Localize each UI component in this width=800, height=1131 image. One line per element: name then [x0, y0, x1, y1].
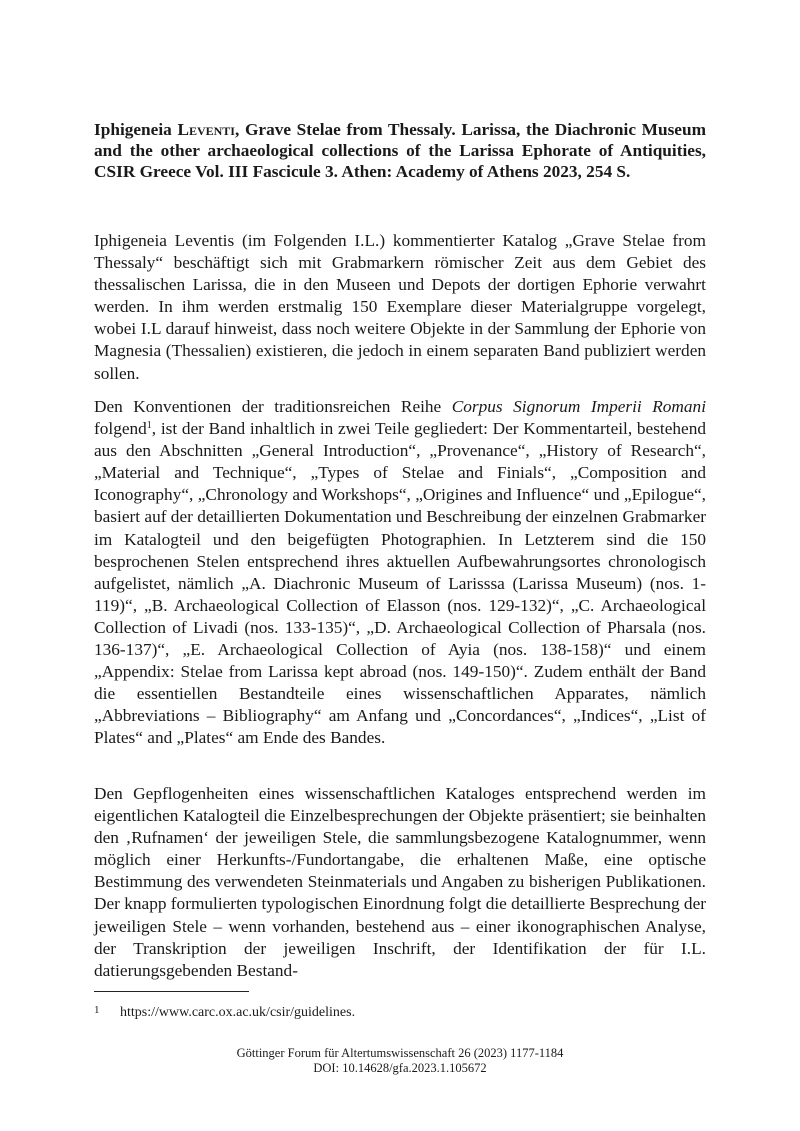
author-first-name: Iphigeneia [94, 120, 178, 139]
book-title: , Grave Stelae from Thessaly. Larissa, the Diachronic Museum and the other archaeological collections of the Larissa Ephorate of Antiquities, CSIR Greece Vol. III Fascicule 3. Athen: Academy of Athens 2023, 254 S. [94, 120, 706, 181]
review-heading [94, 119, 706, 182]
paragraph-2-mid: folgend [94, 419, 147, 439]
doi: DOI: 10.14628/gfa.2023.1.105672 [313, 1061, 487, 1075]
footnote-link[interactable]: https://www.carc.ox.ac.uk/csir/guidelines. [120, 1005, 356, 1020]
footnote-reference[interactable]: 1 [146, 420, 152, 432]
paragraph-2-rest: , ist der Band inhaltlich in zwei Teile gegliedert: Der Kommentarteil, bestehend aus den Abschnitten „General Introduction“, „Provenance“, „History of Research“, „Material and Technique“, „Types of Stelae and Finials“, „Composition and Iconography“, „Chronology and Workshops“, „Origines and Influence“ und „Epilogue“, basiert auf der detaillierten Dokumentation und Beschreibung der einzelnen Grabmarker im Katalogteil und den beigefügten Photographien. In Letzterem sind die 150 besprochenen Stelen entsprechend ihres aktuellen Aufbewahrungsortes chronologisch aufgelistet, nämlich „A. Diachronic Museum of Larisssa (Larissa Museum) (nos. 1-119)“, „B. Archaeological Collection of Elasson (nos. 129-132)“, „C. Archaeological Collection of Livadi (nos. 133-135)“, „D. Archaeological Collection of Pharsala (nos. 136-137)“, „E. Archaeological Collection of Ayia (nos. 138-158)“ und einem „Appendix: Stelae from Larissa kept abroad (nos. 149-150)“. Zudem enthält der Band die essentiellen Bestandteile eines wissenschaftlichen Apparates, nämlich „Abbreviations – Bibliography“ am Anfang und „Concordances“, „Indices“, „List of Plates“ and „Plates“ am Ende des Bandes. [94, 419, 706, 748]
paragraph-3: Den Gepflogenheiten eines wissenschaftlichen Kataloges entsprechend werden im eigentlichen Katalogteil die Einzelbesprechungen der Objekte präsentiert; sie beinhalten den ‚Rufnamen‘ der jeweiligen Stele, die sammlungsbezogene Katalognummer, wenn möglich einer Herkunfts-/Fundortangabe, die erhaltenen Maße, eine optische Bestimmung des verwendeten Steinmaterials und Angaben zu bisherigen Publikationen. Der knapp formulierten typologischen Einordnung folgt die detaillierte Besprechung der jeweiligen Stele – wenn vorhanden, bestehend aus – einer ikonographischen Analyse, der Transkription der jeweiligen Inschrift, der Identifikation der für I.L. datierungsgebenden Bestand- [94, 784, 706, 980]
footnote-divider [94, 991, 249, 992]
footnote [94, 1001, 355, 1022]
paragraph-2-start: Den Konventionen der traditionsreichen Reihe [94, 397, 452, 416]
author-last-name: Leventi [177, 120, 235, 139]
footnote-number: 1 [94, 1004, 100, 1016]
journal-citation: Göttinger Forum für Altertumswissenschaft 26 (2023) 1177-1184 [236, 1046, 564, 1060]
series-title: Corpus Signorum Imperii Romani [451, 397, 706, 416]
paragraph-1: Iphigeneia Leventis (im Folgenden I.L.) kommentierter Katalog „Grave Stelae from Thessaly“ beschäftigt sich mit Grabmarkern römischer Zeit aus dem Gebiet des thessalischen Larissa, die in den Museen und Depots der dortigen Ephorie verwahrt werden. In ihm werden erstmalig 150 Exemplare dieser Materialgruppe vorgelegt, wobei I.L darauf hinweist, dass noch weitere Objekte in der Sammlung der Ephorie von Magnesia (Thessalien) existieren, die jedoch in einem separaten Band publiziert werden sollen. [94, 231, 706, 383]
page-footer [94, 1046, 706, 1076]
paragraph-2 [94, 396, 706, 750]
